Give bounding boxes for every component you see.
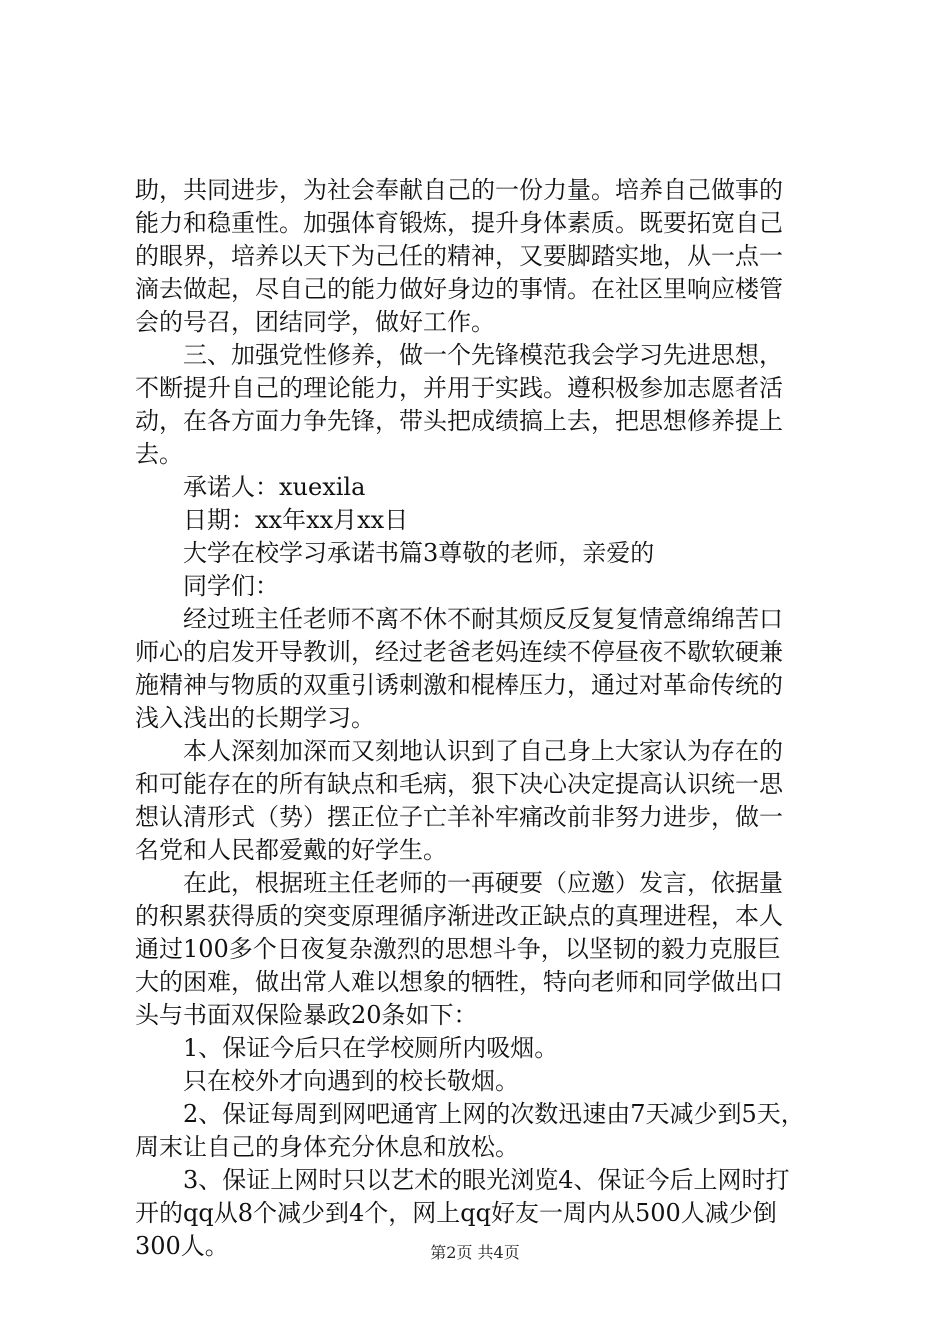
text-line: 能力和稳重性。加强体育锻炼，提升身体素质。既要拓宽自己 [135,209,783,237]
text-line: 本人深刻加深而又刻地认识到了自己身上大家认为存在的 [183,737,783,765]
text-line: 名党和人民都爱戴的好学生。 [135,836,447,864]
text-line: 滴去做起，尽自己的能力做好身边的事情。在社区里响应楼管 [135,275,783,303]
text-line: 头与书面双保险暴政20条如下： [135,1001,478,1029]
text-line: 会的号召，团结同学，做好工作。 [135,308,495,336]
list-item: 3、保证上网时只以艺术的眼光浏览4、保证今后上网时打 [183,1166,790,1194]
list-item: 2、保证每周到网吧通宵上网的次数迅速由7天减少到5天， [183,1100,805,1128]
text-line: 动，在各方面力争先锋，带头把成绩搞上去，把思想修养提上 [135,407,783,435]
text-line: 和可能存在的所有缺点和毛病，狠下决心决定提高认识统一思 [135,770,783,798]
section-heading: 大学在校学习承诺书篇3尊敬的老师，亲爱的 [183,539,655,567]
text-line: 只在校外才向遇到的校长敬烟。 [183,1067,519,1095]
text-line: 师心的启发开导教训，经过老爸老妈连续不停昼夜不歇软硬兼 [135,638,783,666]
text-line: 的眼界，培养以天下为己任的精神，又要脚踏实地，从一点一 [135,242,783,270]
signer-line: 承诺人：xuexila [183,473,366,501]
date-line: 日期：xx年xx月xx日 [183,506,409,534]
text-line: 在此，根据班主任老师的一再硬要（应邀）发言，依据量 [183,869,783,897]
text-line: 三、加强党性修养，做一个先锋模范我会学习先进思想， [183,341,783,369]
list-item: 1、保证今后只在学校厕所内吸烟。 [183,1034,559,1062]
salutation-line: 同学们： [183,572,279,600]
text-line: 经过班主任老师不离不休不耐其烦反反复复情意绵绵苦口 [183,605,783,633]
text-line: 浅入浅出的长期学习。 [135,704,375,732]
text-line: 300人。 [135,1232,229,1260]
text-line: 施精神与物质的双重引诱刺激和棍棒压力，通过对革命传统的 [135,671,783,699]
text-line: 开的qq从8个减少到4个，网上qq好友一周内从500人减少倒 [135,1199,777,1227]
text-line: 想认清形式（势）摆正位子亡羊补牢痛改前非努力进步，做一 [135,803,783,831]
text-line: 大的困难，做出常人难以想象的牺牲，特向老师和同学做出口 [135,968,783,996]
text-line: 助，共同进步，为社会奉献自己的一份力量。培养自己做事的 [135,176,783,204]
text-line: 通过100多个日夜复杂激烈的思想斗争，以坚韧的毅力克服巨 [135,935,781,963]
text-line: 去。 [135,440,183,468]
text-line: 不断提升自己的理论能力，并用于实践。遵积极参加志愿者活 [135,374,783,402]
document-body [135,174,835,1263]
text-line: 的积累获得质的突变原理循序渐进改正缺点的真理进程，本人 [135,902,783,930]
text-line: 周末让自己的身体充分休息和放松。 [135,1133,519,1161]
page-footer: 第2页 共4页 [430,1243,520,1262]
